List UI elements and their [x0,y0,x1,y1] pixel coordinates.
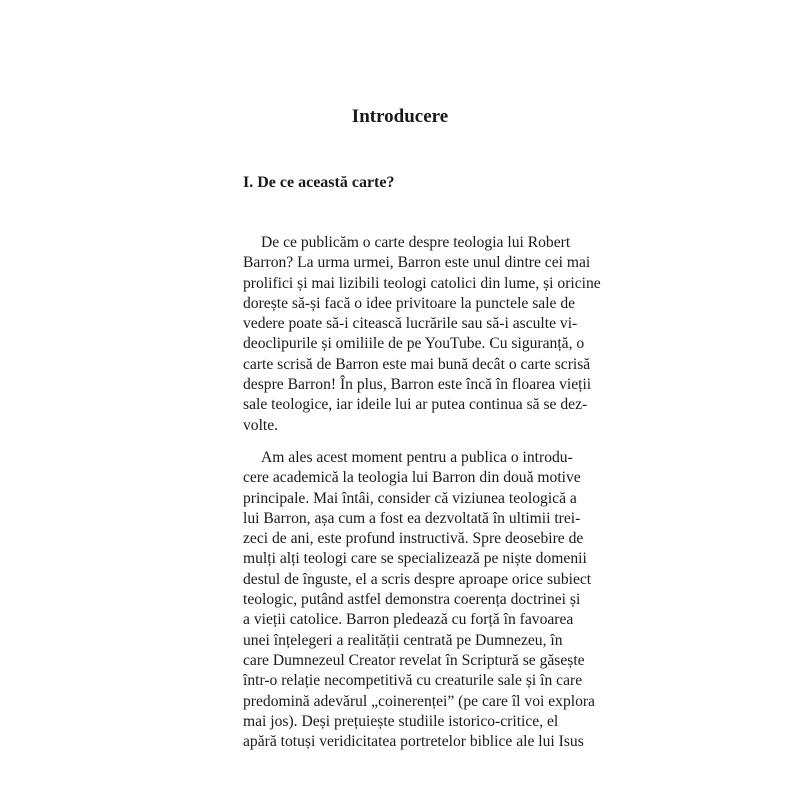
text-line: deoclipurile și omiliile de pe YouTube. Cu siguranță, o [243,335,585,353]
text-line: apără totuși veridicitatea portretelor biblice ale lui Isus [243,733,584,751]
text-line: unei înțelegeri a realității centrată pe Dumnezeu, în [243,631,563,649]
text-line: principale. Mai întâi, consider că viziunea teologică a [243,489,577,507]
section-title: I. De ce această carte? [243,174,395,191]
text-line: vedere poate să-i citească lucrările sau să-i asculte vi- [243,315,578,333]
text-line: cere academică la teologia lui Barron din două motive [243,469,581,487]
text-line: mulți alți teologi care se specializează pe niște domenii [243,550,587,568]
text-line: sale teologice, iar ideile lui ar putea continua să se dez- [243,396,588,414]
paragraph-2 [243,448,595,752]
text-line: care Dumnezeul Creator revelat în Scriptură se găsește [243,651,585,669]
paragraph-1 [243,233,601,436]
text-line: dorește să-și facă o idee privitoare la punctele sale de [243,294,576,312]
text-line: într-o relație necompetitivă cu creaturile sale și în care [243,672,583,690]
text-line: carte scrisă de Barron este mai bună decât o carte scrisă [243,355,591,373]
text-line: lui Barron, așa cum a fost ea dezvoltată în ultimii trei- [243,509,581,527]
text-line: De ce publicăm o carte despre teologia lui Robert [261,234,571,251]
text-line: teologic, putând astfel demonstra coerența doctrinei și [243,591,581,609]
text-line: predomină adevărul „coinerenței” (pe care îl voi explora [243,692,595,710]
text-line: prolifici și mai lizibili teologi catolici din lume, și oricine [243,274,601,292]
text-line: Am ales acest moment pentru a publica o introdu- [261,448,573,466]
text-line: Barron? La urma urmei, Barron este unul dintre cei mai [243,254,591,272]
text-line: despre Barron! În plus, Barron este încă în floarea vieții [243,376,592,394]
text-line: zeci de ani, este profund instructivă. Spre deosebire de [243,530,584,548]
body-text [243,233,601,752]
text-line: mai jos). Deși prețuiește studiile istorico-critice, el [243,712,559,730]
text-line: a vieții catolice. Barron pledează cu forță în favoarea [243,611,574,629]
text-line: destul de înguste, el a scris despre aproape orice subiect [243,570,592,588]
text-line: volte. [243,416,279,434]
chapter-title: Introducere [351,106,449,127]
